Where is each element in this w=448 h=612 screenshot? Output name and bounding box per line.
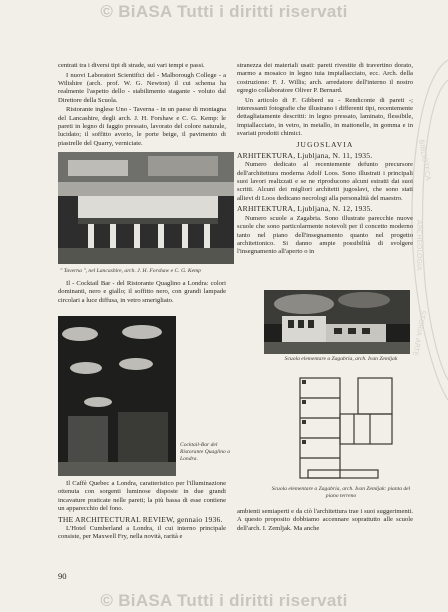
paragraph: Il Caffè Quebec a Londra, caratteristico per l'illuminazione ottenuta con sorgenti luminose disposte in due grandi incavature praticate nelle pareti; la più bassa di esse contiene un apparecchio del fono.	[58, 480, 226, 512]
left-column-top	[58, 62, 226, 149]
watermark-top: © BiASA Tutti i diritti riservati	[100, 2, 348, 21]
section-title: JUGOSLAVIA	[296, 140, 354, 150]
article-heading: ARHITEKTURA, Ljubljana, N. 11, 1935.	[237, 150, 373, 160]
paragraph: Numero scuole a Zagabria. Sono illustrate parecchie nuove scuole che sono particolarmente notevoli per il concetto moderno tanto nel piano dell'insegnamento quanto nel progetto architettonico. Si danno ampie possibilità di svolgere l'insegnamento all'aperto o in	[237, 214, 413, 256]
page-number: 90	[58, 571, 67, 581]
paragraph: centrati tra i diversi tipi di strade, sui vari tempi e passi.	[58, 62, 205, 69]
paragraph: Numero dedicato al recentemente defunto precursore dell'architettura moderna Adolf Loos. Sono illustrati i principali suoi lavori realizzati e se ne riproducono alcuni estratti dai suoi scritti. Alcuni dei migliori architetti jugoslavi, che sono stati allievi di Loos dedicano necrologi alla personalità del maestro.	[237, 161, 413, 202]
paragraph: I nuovi Laboratori Scientifici del - Malborough College - a Wiltshire (arch. prof. W. G. Newton) il cui schema ha realmente l'aspetto dello - stabilimento stagante - voluto dal Direttore della Scuola.	[58, 71, 226, 104]
caption-school-photo: Scuola elementare a Zagabria, arch. Ivan Zemljak	[284, 356, 398, 362]
paragraph: L'Hotel Cumberland a Londra, il cui interno principale consiste, per Maxwell Fry, nella novità, rarità e	[58, 525, 226, 541]
paragraph: Il - Cocktail Bar - del Ristorante Quaglino a Londra: colori dominanti, nero e giallo; il soffitto nero, con grandi lampade circolari a luce diffusa, in vetro smerigliato.	[58, 280, 226, 304]
school-photo	[264, 290, 410, 354]
paragraph: Un articolo di F. Gibberd su - Rendiconte di pareti -; interessanti fotografie che illustrano i differenti tipi, recentemente dettagliatamente descritti: in legno pressato, laminato, flessibile, impiallacciato, in vetro, in metallo, in mattonelle, in gomma e in svariati prodotti chimici.	[237, 96, 413, 137]
school-floor-plan	[294, 374, 398, 482]
cocktail-bar-photo	[58, 316, 176, 476]
svg-text:BIBLIOTECA: BIBLIOTECA	[417, 138, 433, 182]
watermark-bottom: © BiASA Tutti i diritti riservati	[100, 591, 348, 610]
article-heading: THE ARCHITECTURAL REVIEW, gennaio 1936.	[58, 514, 223, 524]
left-column-bottom	[58, 480, 226, 543]
taverna-photo	[58, 152, 234, 264]
left-column-mid	[58, 280, 226, 306]
svg-text:STORIA ARTE: STORIA ARTE	[411, 309, 427, 357]
caption-taverna: " Taverna ", nel Lancashire, arch. J. H. Forshaw e C. G. Kemp	[60, 268, 201, 274]
paragraph: ambienti semiaperti e da ciò l'architettura trae i suoi suggerimenti. A questo proposito dobbiamo accennare soprattutto alle scuole dell'arch. I. Zemljak. Ma anche	[237, 508, 413, 532]
caption-cocktail-bar: Cocktail-Bar del Ristorante Quaglino a Londra.	[180, 442, 231, 462]
paragraph: Ristorante inglese Uno - Taverna - in un paese di montagna del Lancashire, degli arch. J. H. Forshaw e C. G. Kemp: le pareti in legno di faggio pressato, lavorato del colore naturale, lucidato; il soffitto avorio, le porte beige, il pavimento di piastrelle del Quarry, verniciate.	[58, 106, 226, 147]
article-heading: ARHITEKTURA, Ljubljana, N. 12, 1935.	[237, 204, 373, 214]
svg-text:ARCHEOLOGIA: ARCHEOLOGIA	[415, 220, 423, 271]
paragraph: stranezza dei materiali usati: pareti rivestite di travertino dorato, marmo a mosaico in legno tuia impiallacciato, ecc. Arch. della costruzione: F. J. Willis; arch. arredatore dell'interno il nostro egregio collaboratore Oliver P. Bernard.	[237, 62, 413, 94]
right-column-top	[237, 62, 413, 258]
right-column-bottom	[237, 508, 413, 534]
caption-floor-plan: Scuola elementare a Zagabria, arch. Ivan Zemljak: pianta del piano terreno	[271, 486, 411, 499]
